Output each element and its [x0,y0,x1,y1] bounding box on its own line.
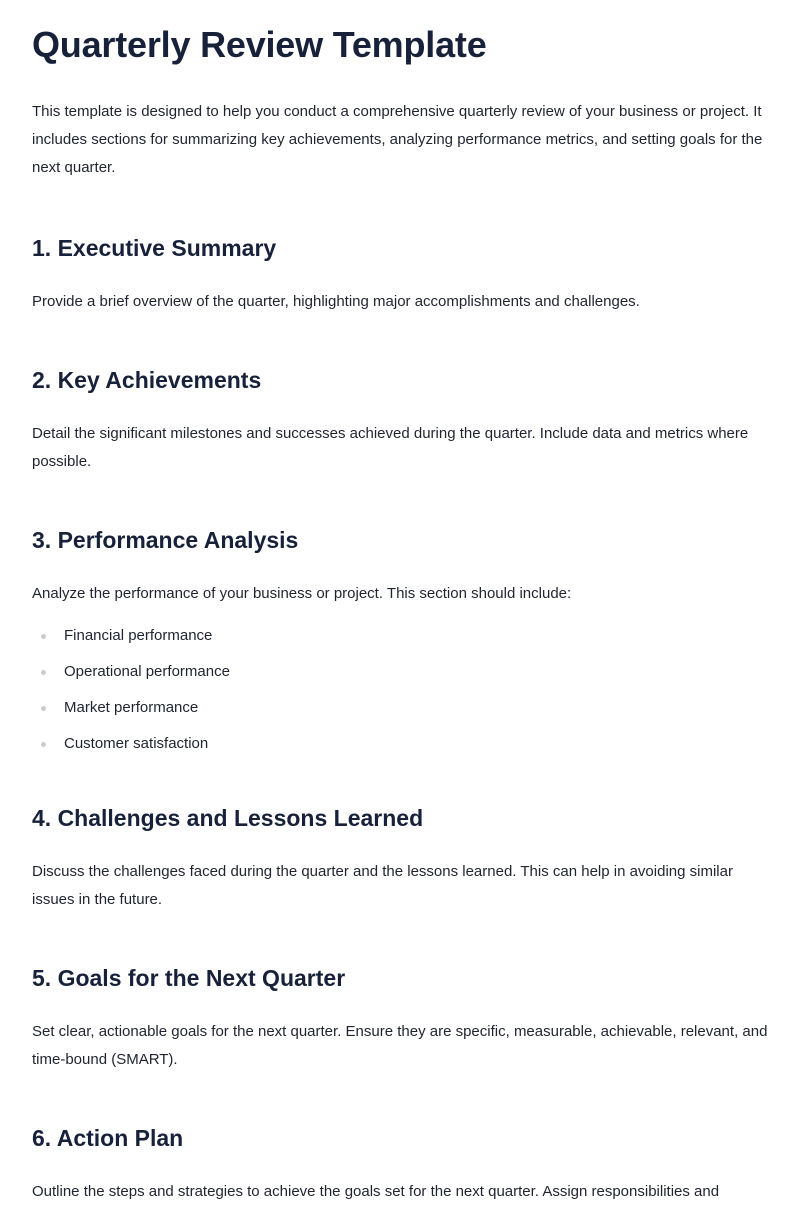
section-body: Analyze the performance of your business or project. This section should include: [32,585,572,602]
list-item-label: Customer satisfaction [64,735,209,752]
section-next-quarter-goals [32,964,768,1074]
performance-list [32,626,768,754]
section-heading: 1. Executive Summary [32,235,277,261]
section-body: Provide a brief overview of the quarter, highlighting major accomplishments and challenges. [32,293,640,310]
section-heading: 3. Performance Analysis [32,527,299,553]
list-item [32,626,768,646]
section-heading: 6. Action Plan [32,1125,184,1151]
bullet-icon [41,634,46,639]
section-heading: 5. Goals for the Next Quarter [32,965,346,991]
section-body: Outline the steps and strategies to achieve the goals set for the next quarter. Assign responsibilities and [32,1183,720,1200]
section-body: Detail the significant milestones and successes achieved during the quarter. Include data and metrics where possible. [32,425,749,470]
list-item [32,698,768,718]
list-item [32,662,768,682]
section-key-achievements [32,366,768,476]
page-title: Quarterly Review Template [32,24,487,65]
bullet-icon [41,706,46,711]
list-item-label: Market performance [64,699,199,716]
list-item [32,734,768,754]
bullet-icon [41,670,46,675]
section-action-plan [32,1124,768,1206]
list-item-label: Financial performance [64,627,213,644]
section-challenges-lessons [32,804,768,914]
section-heading: 4. Challenges and Lessons Learned [32,805,424,831]
list-item-label: Operational performance [64,663,230,680]
section-executive-summary [32,234,768,316]
bullet-icon [41,742,46,747]
section-heading: 2. Key Achievements [32,367,262,393]
section-body: Discuss the challenges faced during the quarter and the lessons learned. This can help in avoiding similar issues in the future. [32,863,733,908]
section-body: Set clear, actionable goals for the next quarter. Ensure they are specific, measurable, achievable, relevant, and time-bound (SMART). [32,1023,768,1068]
section-performance-analysis [32,526,768,754]
intro-paragraph: This template is designed to help you conduct a comprehensive quarterly review of your business or project. It includes sections for summarizing key achievements, analyzing performance metrics, and setting goals for the next quarter. [32,103,763,176]
